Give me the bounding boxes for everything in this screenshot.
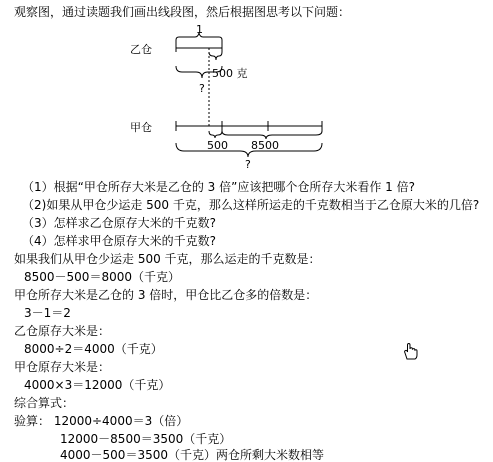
solution-line-8: 4000×3＝12000（千克） — [24, 378, 171, 392]
solution-line-12: 4000－500＝3500（千克）两仓所剩大米数相等 — [60, 448, 324, 462]
brace-bottom-jia — [176, 143, 322, 157]
solution-line-2: 8500－500＝8000（千克） — [24, 270, 180, 284]
q-jia: ? — [245, 158, 251, 171]
brace-jia-8500 — [222, 131, 322, 139]
brace-yi-500 — [209, 52, 222, 60]
solution-line-5: 乙仓原存大米是： — [14, 324, 111, 338]
jia-8500-label: 8500 — [251, 139, 279, 152]
solution-line-3: 甲仓所存大米是乙仓的 3 倍时，甲仓比乙仓多的倍数是： — [14, 288, 318, 302]
label-one: 1 — [196, 23, 203, 36]
hand-cursor-icon — [402, 342, 418, 360]
question-4: （4）怎样求甲仓原存大米的千克数? — [22, 234, 217, 248]
label-yi: 乙仓 — [130, 43, 152, 56]
question-1: （1）根据“甲仓所存大米是乙仓的 3 倍”应该把哪个仓所存大米看作 1 倍? — [22, 180, 415, 194]
label-jia: 甲仓 — [130, 121, 152, 134]
question-3: （3）怎样求乙仓原存大米的千克数? — [22, 216, 217, 230]
solution-line-4: 3－1＝2 — [24, 306, 71, 320]
solution-line-11: 12000－8500＝3500（千克） — [60, 432, 232, 446]
question-2: （2)如果从甲仓少运走 500 千克，那么这样所运走的千克数相当于乙仓原大米的几倍? — [22, 198, 480, 212]
line-segment-diagram — [0, 0, 493, 180]
solution-line-10: 验算： 12000÷4000＝3（倍） — [14, 414, 189, 428]
brace-jia-500 — [209, 131, 222, 138]
intro-text: 观察图，通过读题我们画出线段图，然后根据图思考以下问题： — [14, 5, 351, 19]
solution-line-1: 如果我们从甲仓少运走 500 千克，那么运走的千克数是： — [14, 252, 321, 266]
solution-line-6: 8000÷2＝4000（千克） — [24, 342, 163, 356]
solution-line-9: 综合算式： — [14, 396, 75, 410]
solution-line-7: 甲仓原存大米是： — [14, 360, 111, 374]
yi-500-label: 500 克 — [212, 67, 248, 80]
jia-500-label: 500 — [207, 139, 228, 152]
q-yi: ? — [199, 82, 205, 95]
